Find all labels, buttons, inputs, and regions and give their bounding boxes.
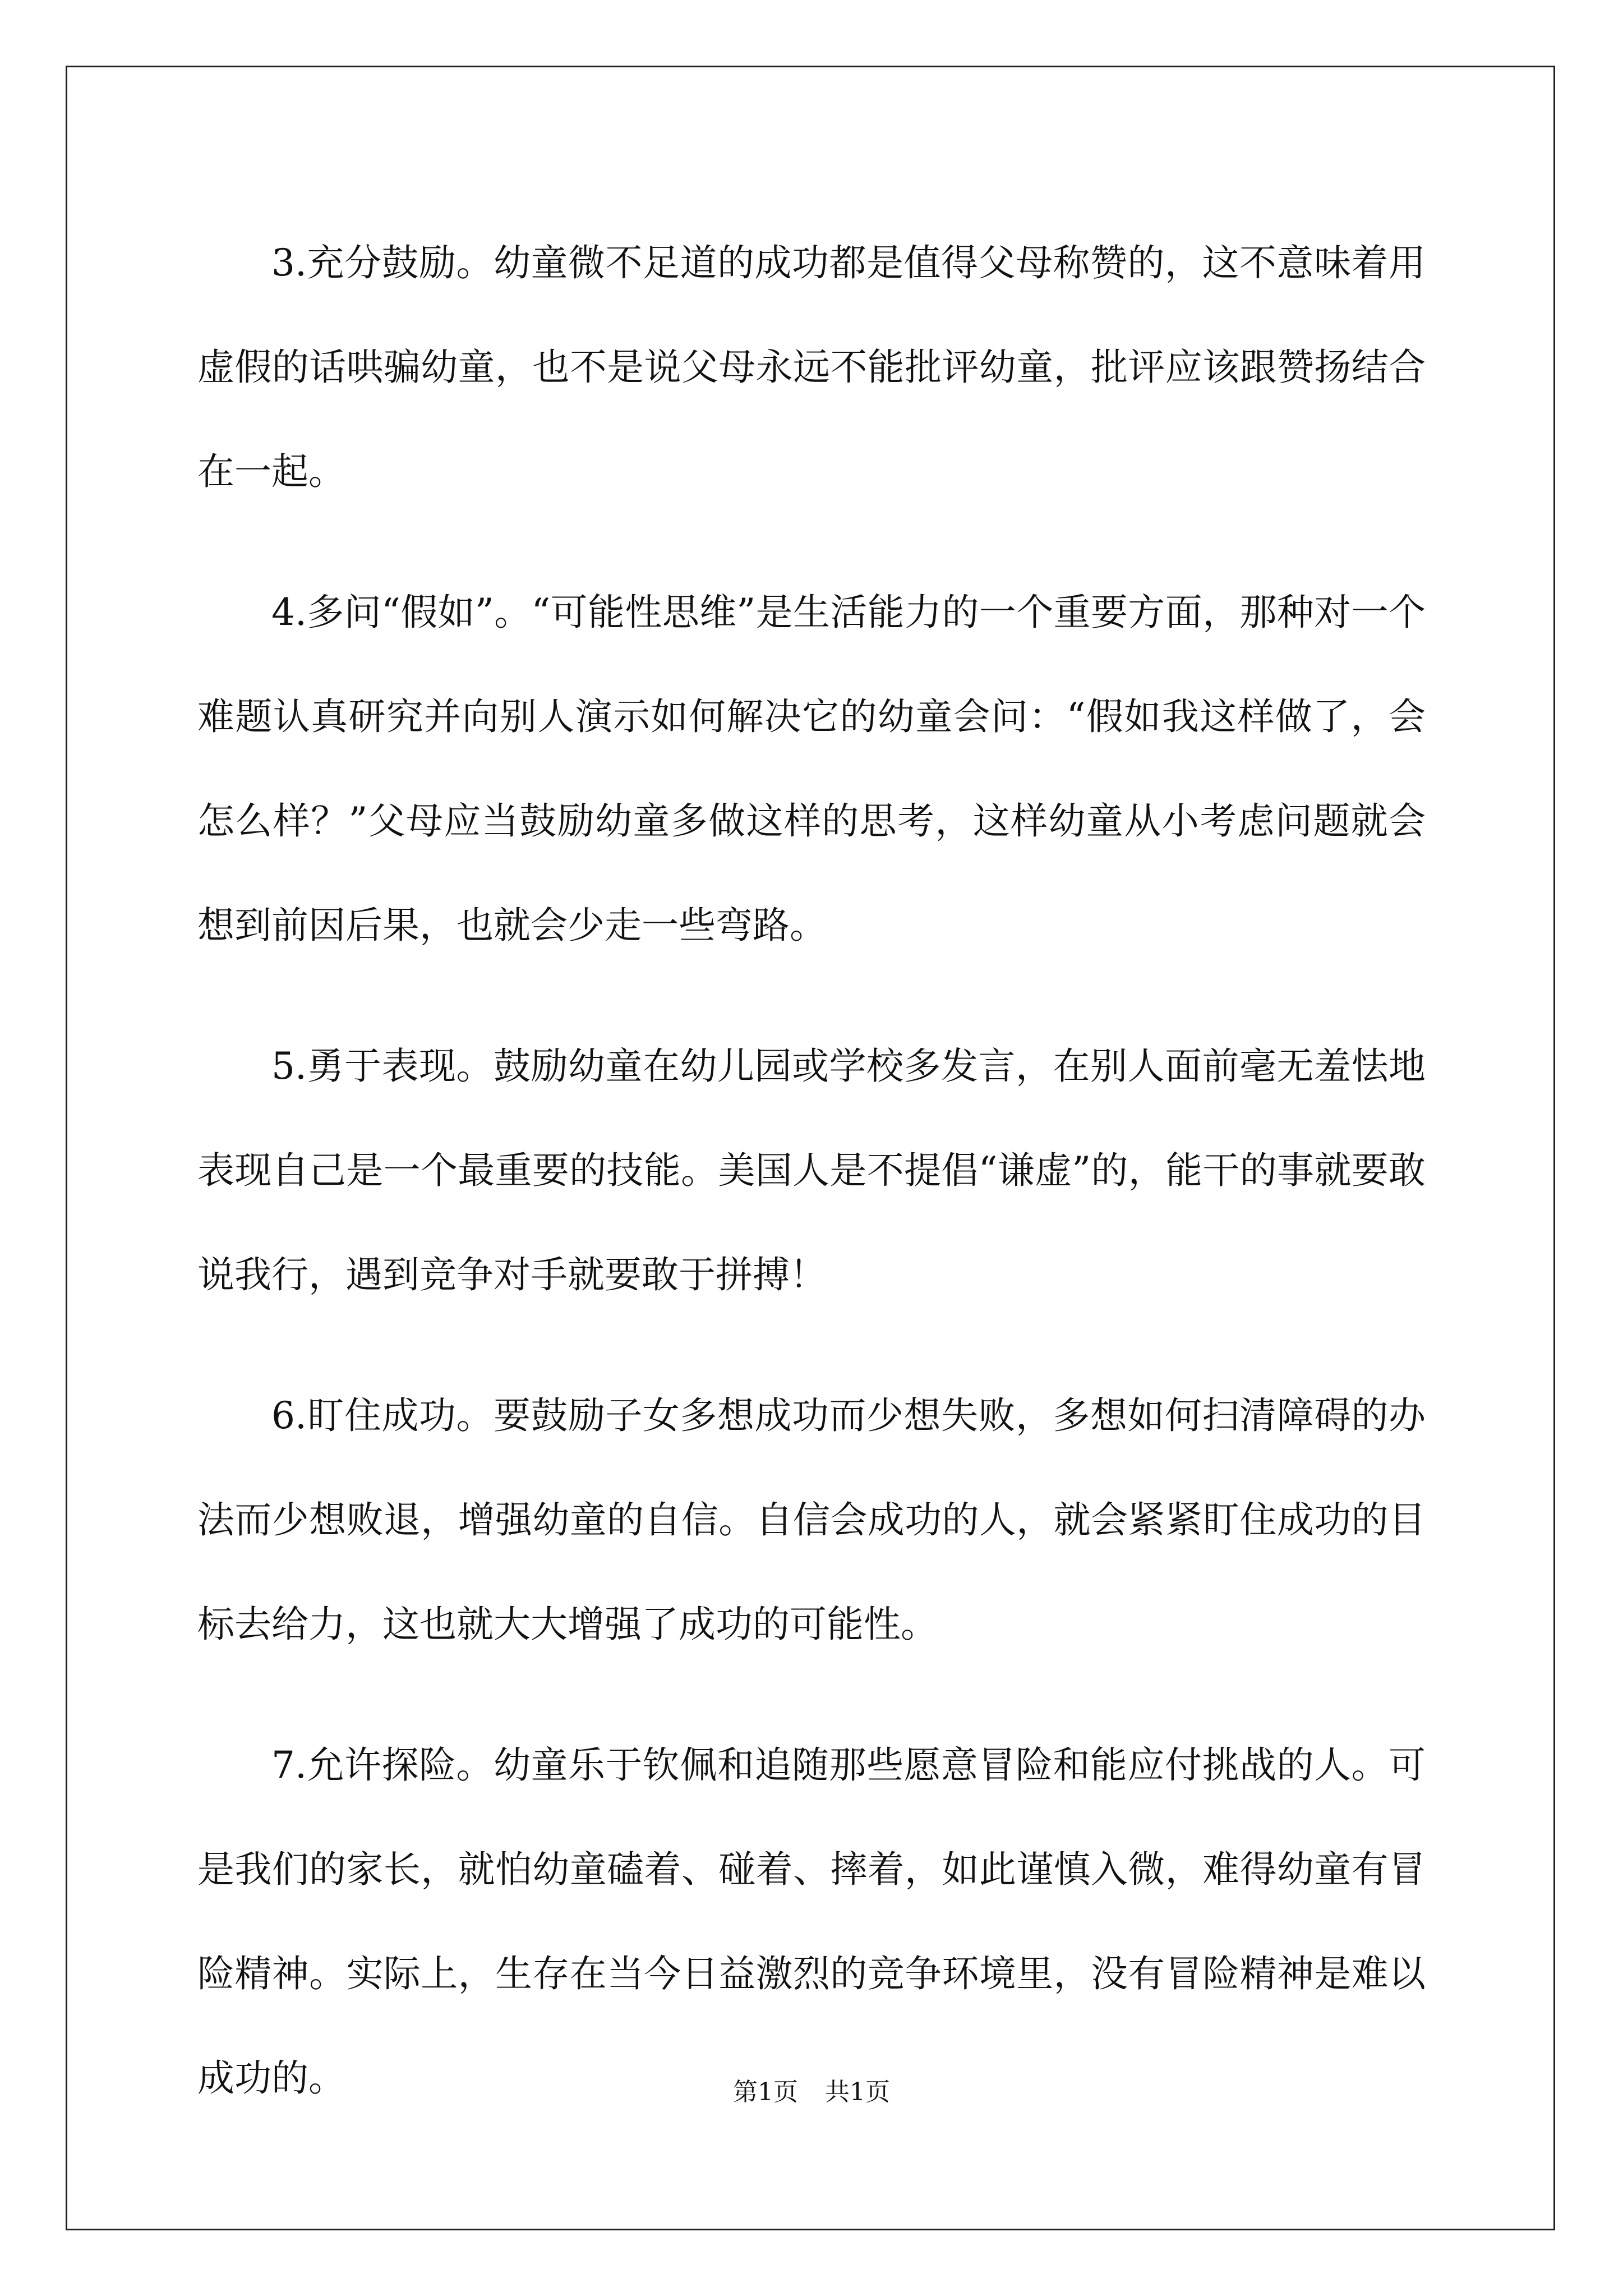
- page-number-total: 共1页: [825, 2078, 890, 2106]
- paragraph-4-what-if: 4.多问“假如”。“可能性思维”是生活能力的一个重要方面，那种对一个难题认真研究并向别人演示如何解决它的幼童会问：“假如我这样做了，会怎么样？”父母应当鼓励幼童多做这样的思考，这样幼童从小考虑问题就会想到前因后果，也就会少走一些弯路。: [197, 591, 1426, 947]
- paragraph-3-encourage: 3.充分鼓励。幼童微不足道的成功都是值得父母称赞的，这不意味着用虚假的话哄骗幼童，也不是说父母永远不能批评幼童，批评应该跟赞扬结合在一起。: [197, 241, 1426, 493]
- paragraph-6-focus-success: 6.盯住成功。要鼓励子女多想成功而少想失败，多想如何扫清障碍的办法而少想败退，增强幼童的自信。自信会成功的人，就会紧紧盯住成功的目标去给力，这也就大大增强了成功的可能性。: [197, 1394, 1426, 1646]
- page-footer: [0, 2076, 1623, 2109]
- document-body: [197, 211, 1426, 2167]
- paragraph-7-allow-adventure: 7.允许探险。幼童乐于钦佩和追随那些愿意冒险和能应付挑战的人。可是我们的家长，就怕幼童磕着、碰着、摔着，如此谨慎入微，难得幼童有冒险精神。实际上，生存在当今日益激烈的竞争环境里，没有冒险精神是难以成功的。: [197, 1743, 1426, 2100]
- paragraph-5-express: 5.勇于表现。鼓励幼童在幼儿园或学校多发言，在别人面前毫无羞怯地表现自己是一个最重要的技能。美国人是不提倡“谦虚”的，能干的事就要敢说我行，遇到竞争对手就要敢于拼搏！: [197, 1045, 1426, 1296]
- page-number-current: 第1页: [733, 2078, 798, 2106]
